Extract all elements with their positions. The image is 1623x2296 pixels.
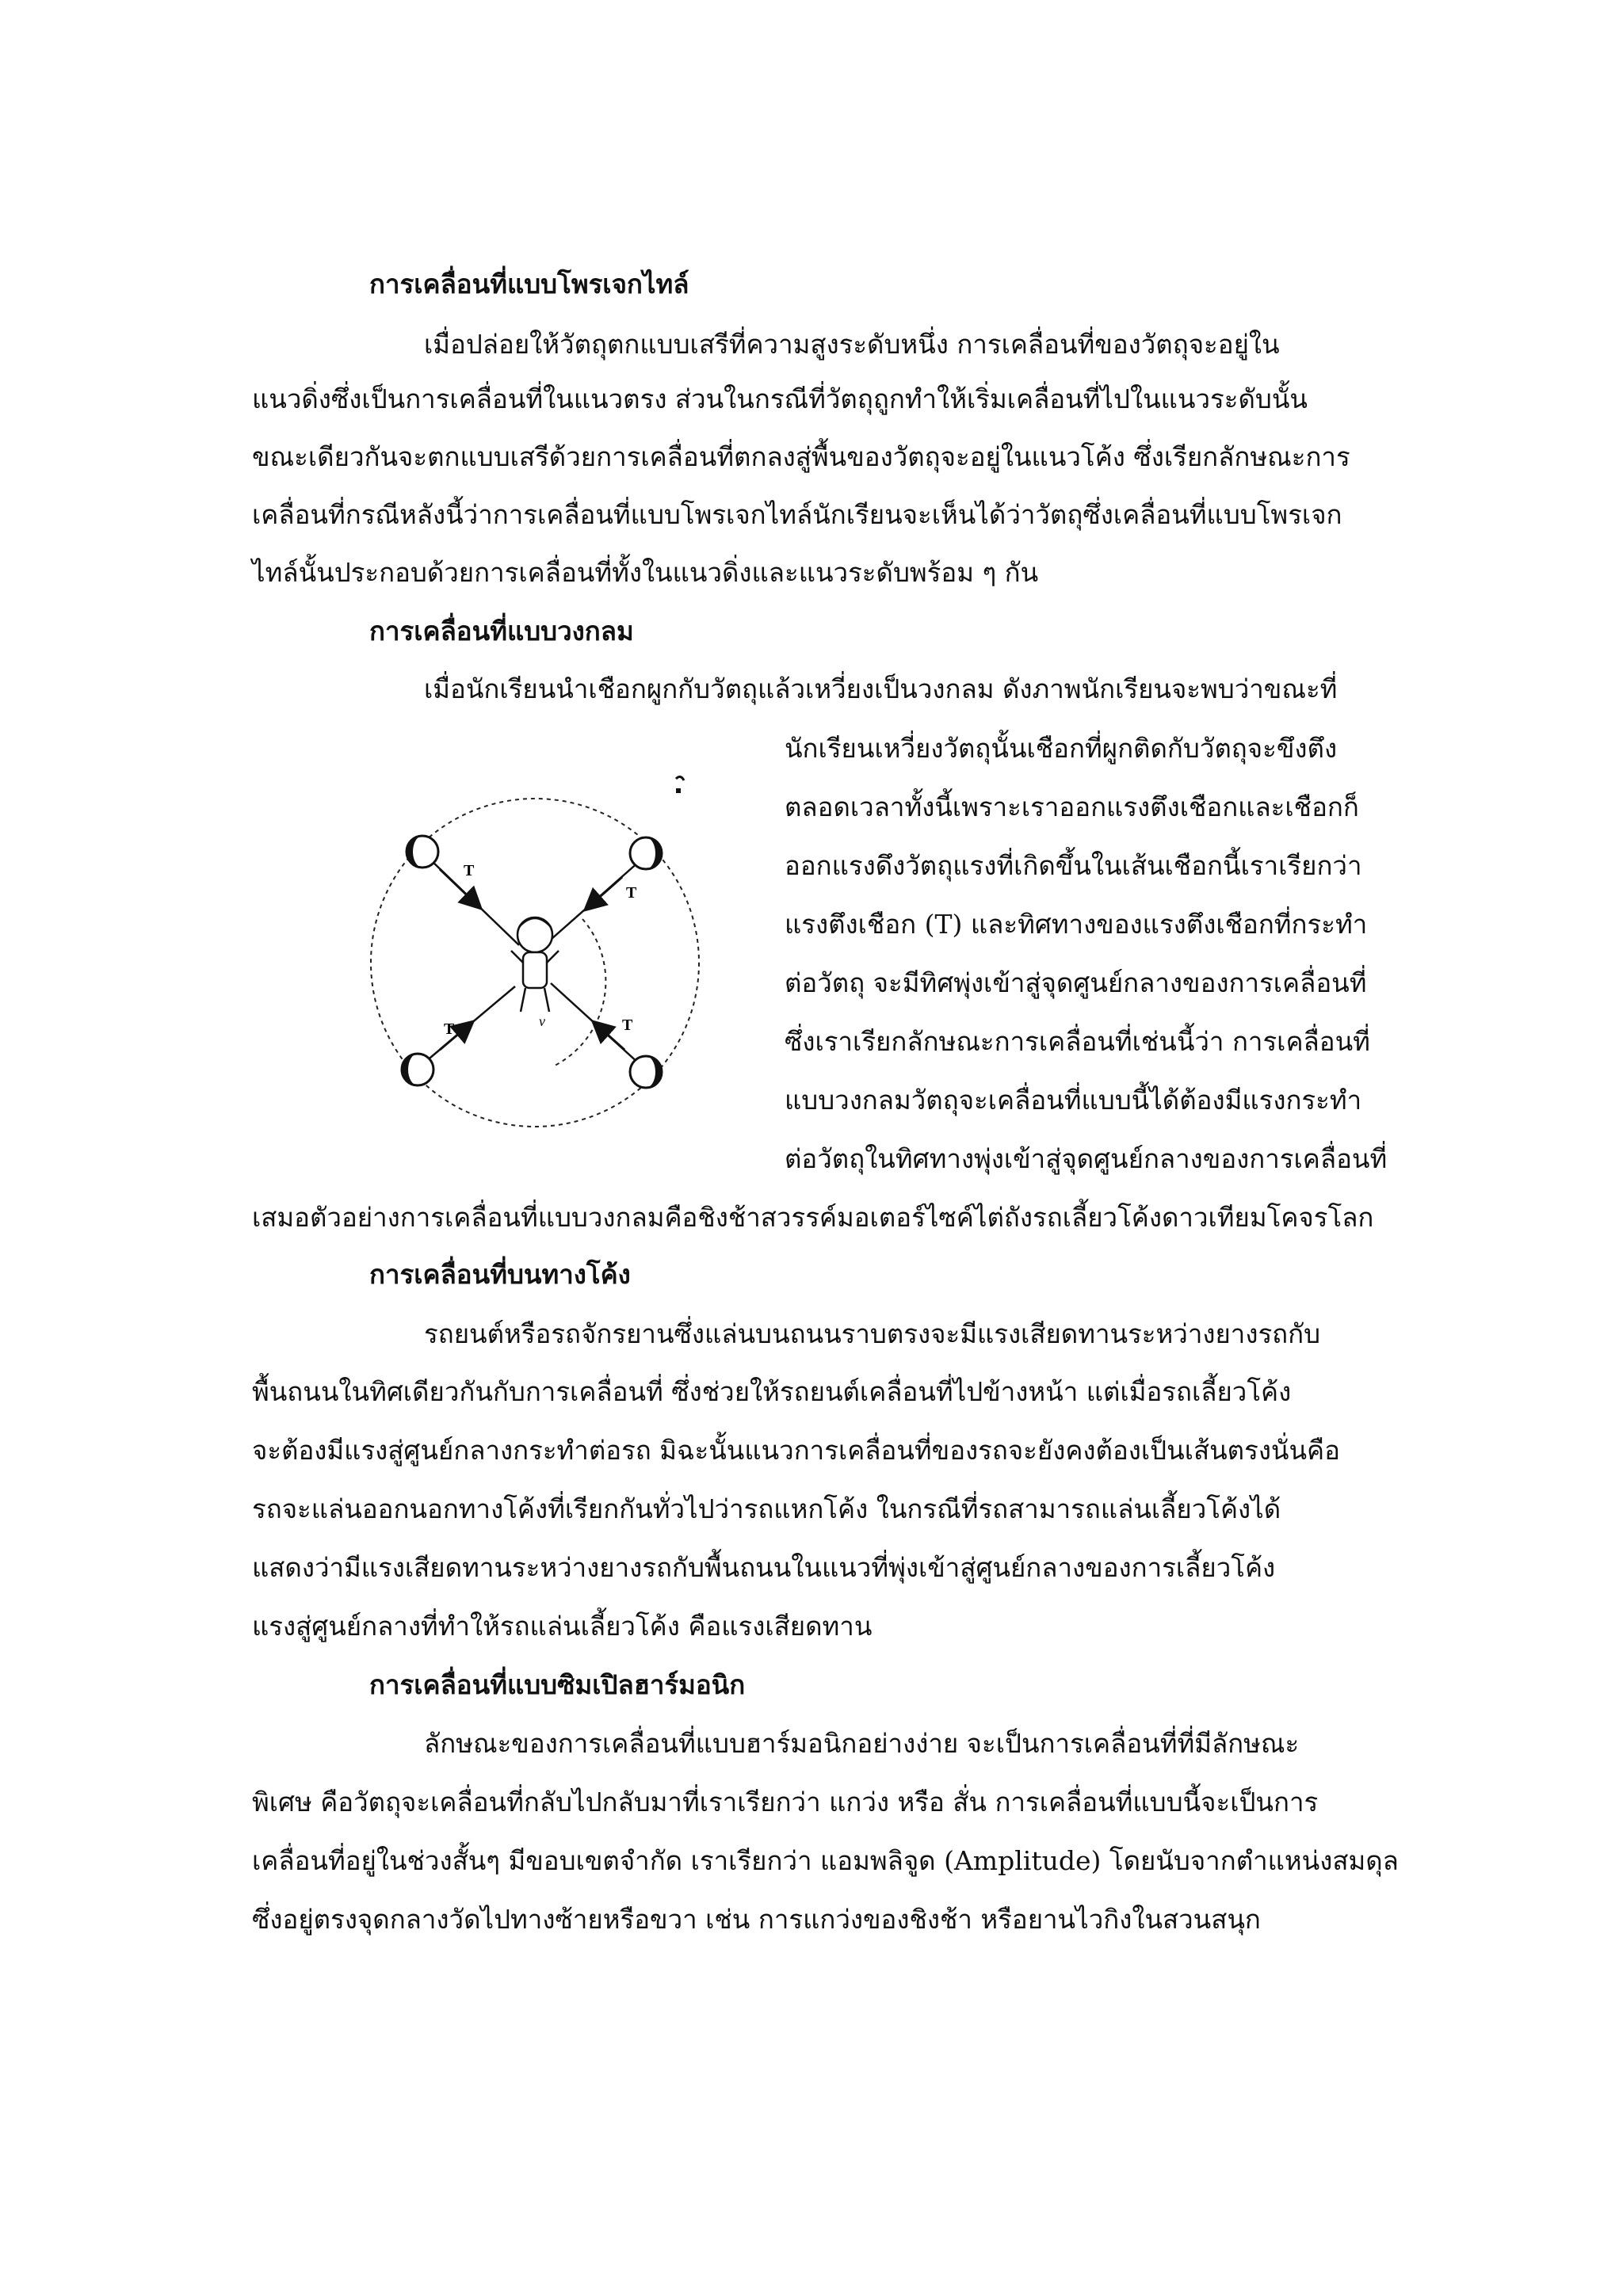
paragraph-line: แนวดิ่งซึ่งเป็นการเคลื่อนที่ในแนวตรง ส่วนในกรณีที่วัตถุถูกทำให้เริ่มเคลื่อนที่ไปในแนวระดับนั้น bbox=[252, 383, 1308, 414]
ball-bottom-right bbox=[630, 1056, 662, 1088]
tension-label: T bbox=[626, 884, 637, 902]
paragraph-line: ซึ่งอยู่ตรงจุดกลางวัดไปทางซ้ายหรือขวา เช่น การแกว่งของชิงช้า หรือยานไวกิงในสวนสนุก bbox=[252, 1904, 1261, 1935]
heading-curved-path: การเคลื่อนที่บนทางโค้ง bbox=[369, 1259, 631, 1290]
paragraph-line: แบบวงกลมวัตถุจะเคลื่อนที่แบบนี้ได้ต้องมีแรงกระทำ bbox=[785, 1085, 1362, 1116]
paragraph-line: เมื่อปล่อยให้วัตถุตกแบบเสรีที่ความสูงระดับหนึ่ง การเคลื่อนที่ของวัตถุจะอยู่ใน bbox=[424, 329, 1280, 360]
paragraph-line: แรงตึงเชือก (T) และทิศทางของแรงตึงเชือกที่กระทำ bbox=[785, 909, 1368, 940]
tension-label: T bbox=[444, 1020, 455, 1038]
heading-projectile: การเคลื่อนที่แบบโพรเจกไทล์ bbox=[369, 269, 689, 299]
paragraph-line: เมื่อนักเรียนนำเชือกผูกกับวัตถุแล้วเหวี่ยงเป็นวงกลม ดังภาพนักเรียนจะพบว่าขณะที่ bbox=[424, 673, 1338, 704]
tension-label: T bbox=[464, 862, 475, 879]
paragraph-line: พิเศษ คือวัตถุจะเคลื่อนที่กลับไปกลับมาที่เราเรียกว่า แกว่ง หรือ สั่น การเคลื่อนที่แบบนี้จะเป็นการ bbox=[252, 1787, 1319, 1817]
mark-glyph bbox=[676, 776, 684, 780]
paragraph-line: รถจะแล่นออกนอกทางโค้งที่เรียกกันทั่วไปว่ารถแหกโค้ง ในกรณีที่รถสามารถแล่นเลี้ยวโค้งได้ bbox=[252, 1493, 1281, 1524]
paragraph-line: แสดงว่ามีแรงเสียดทานระหว่างยางรถกับพื้นถนนในแนวที่พุ่งเข้าสู่ศูนย์กลางของการเลี้ยวโค้ง bbox=[252, 1552, 1276, 1583]
paragraph-line: เคลื่อนที่กรณีหลังนี้ว่าการเคลื่อนที่แบบโพรเจกไทล์นักเรียนจะเห็นได้ว่าวัตถุซึ่งเคลื่อนที่แบบโพรเจก bbox=[252, 499, 1342, 530]
paragraph-line: แรงสู่ศูนย์กลางที่ทำให้รถแล่นเลี้ยวโค้ง คือแรงเสียดทาน bbox=[252, 1611, 873, 1642]
circular-motion-figure bbox=[361, 765, 717, 1145]
paragraph-line: ต่อวัตถุ จะมีทิศพุ่งเข้าสู่จุดศูนย์กลางของการเคลื่อนที่ bbox=[785, 967, 1367, 998]
paragraph-line: รถยนต์หรือรถจักรยานซึ่งแล่นบนถนนราบตรงจะมีแรงเสียดทานระหว่างยางรถกับ bbox=[424, 1318, 1321, 1349]
paragraph-line: จะต้องมีแรงสู่ศูนย์กลางกระทำต่อรถ มิฉะนั้นแนวการเคลื่อนที่ของรถจะยังคงต้องเป็นเส้นตรงนั่นคือ bbox=[252, 1435, 1340, 1466]
paragraph-line: ออกแรงดึงวัตถุแรงที่เกิดขึ้นในเส้นเชือกนี้เราเรียกว่า bbox=[785, 850, 1362, 881]
person-figure bbox=[511, 917, 559, 1012]
paragraph-line: เคลื่อนที่อยู่ในช่วงสั้นๆ มีขอบเขตจำกัด เราเรียกว่า แอมพลิจูด (Amplitude) โดยนับจากตำแหน่งสมดุล bbox=[252, 1845, 1399, 1876]
paragraph-line: ซึ่งเราเรียกลักษณะการเคลื่อนที่เช่นนี้ว่า การเคลื่อนที่ bbox=[785, 1026, 1370, 1057]
paragraph-line: พื้นถนนในทิศเดียวกันกับการเคลื่อนที่ ซึ่งช่วยให้รถยนต์เคลื่อนที่ไปข้างหน้า แต่เมื่อรถเลี้ยวโค้ง bbox=[252, 1376, 1292, 1407]
paragraph-line: ต่อวัตถุในทิศทางพุ่งเข้าสู่จุดศูนย์กลางของการเคลื่อนที่ bbox=[785, 1143, 1388, 1174]
paragraph-line: เสมอตัวอย่างการเคลื่อนที่แบบวงกลมคือชิงช้าสวรรค์มอเตอร์ไซค์ไต่ถังรถเลี้ยวโค้งดาวเทียมโคจรโลก bbox=[252, 1202, 1374, 1233]
paragraph-line: ลักษณะของการเคลื่อนที่แบบฮาร์มอนิกอย่างง่าย จะเป็นการเคลื่อนที่ที่มีลักษณะ bbox=[424, 1728, 1300, 1759]
velocity-label: v bbox=[539, 1013, 545, 1029]
tension-arrow bbox=[594, 1023, 624, 1050]
tension-label: T bbox=[622, 1016, 633, 1034]
paragraph-line: ตลอดเวลาทั้งนี้เพราะเราออกแรงตึงเชือกและเชือกก็ bbox=[785, 791, 1359, 822]
tension-arrow bbox=[586, 877, 622, 909]
ball-bottom-left bbox=[402, 1054, 433, 1085]
ball-top-right bbox=[630, 837, 662, 869]
ball-top-left bbox=[407, 836, 438, 868]
paragraph-line: ไทล์นั้นประกอบด้วยการเคลื่อนที่ทั้งในแนวดิ่งและแนวระดับพร้อม ๆ กัน bbox=[252, 557, 1039, 588]
paragraph-line: ขณะเดียวกันจะตกแบบเสรีด้วยการเคลื่อนที่ตกลงสู่พื้นของวัตถุจะอยู่ในแนวโค้ง ซึ่งเรียกลักษณะการ bbox=[252, 441, 1350, 472]
heading-simple-harmonic: การเคลื่อนที่แบบซิมเปิลฮาร์มอนิก bbox=[369, 1669, 746, 1700]
heading-circular: การเคลื่อนที่แบบวงกลม bbox=[369, 616, 634, 646]
mark-glyph bbox=[676, 788, 681, 793]
inner-arc bbox=[555, 919, 605, 1066]
paragraph-line: นักเรียนเหวี่ยงวัตถุนั้นเชือกที่ผูกติดกับวัตถุจะขึงตึง bbox=[785, 733, 1338, 764]
